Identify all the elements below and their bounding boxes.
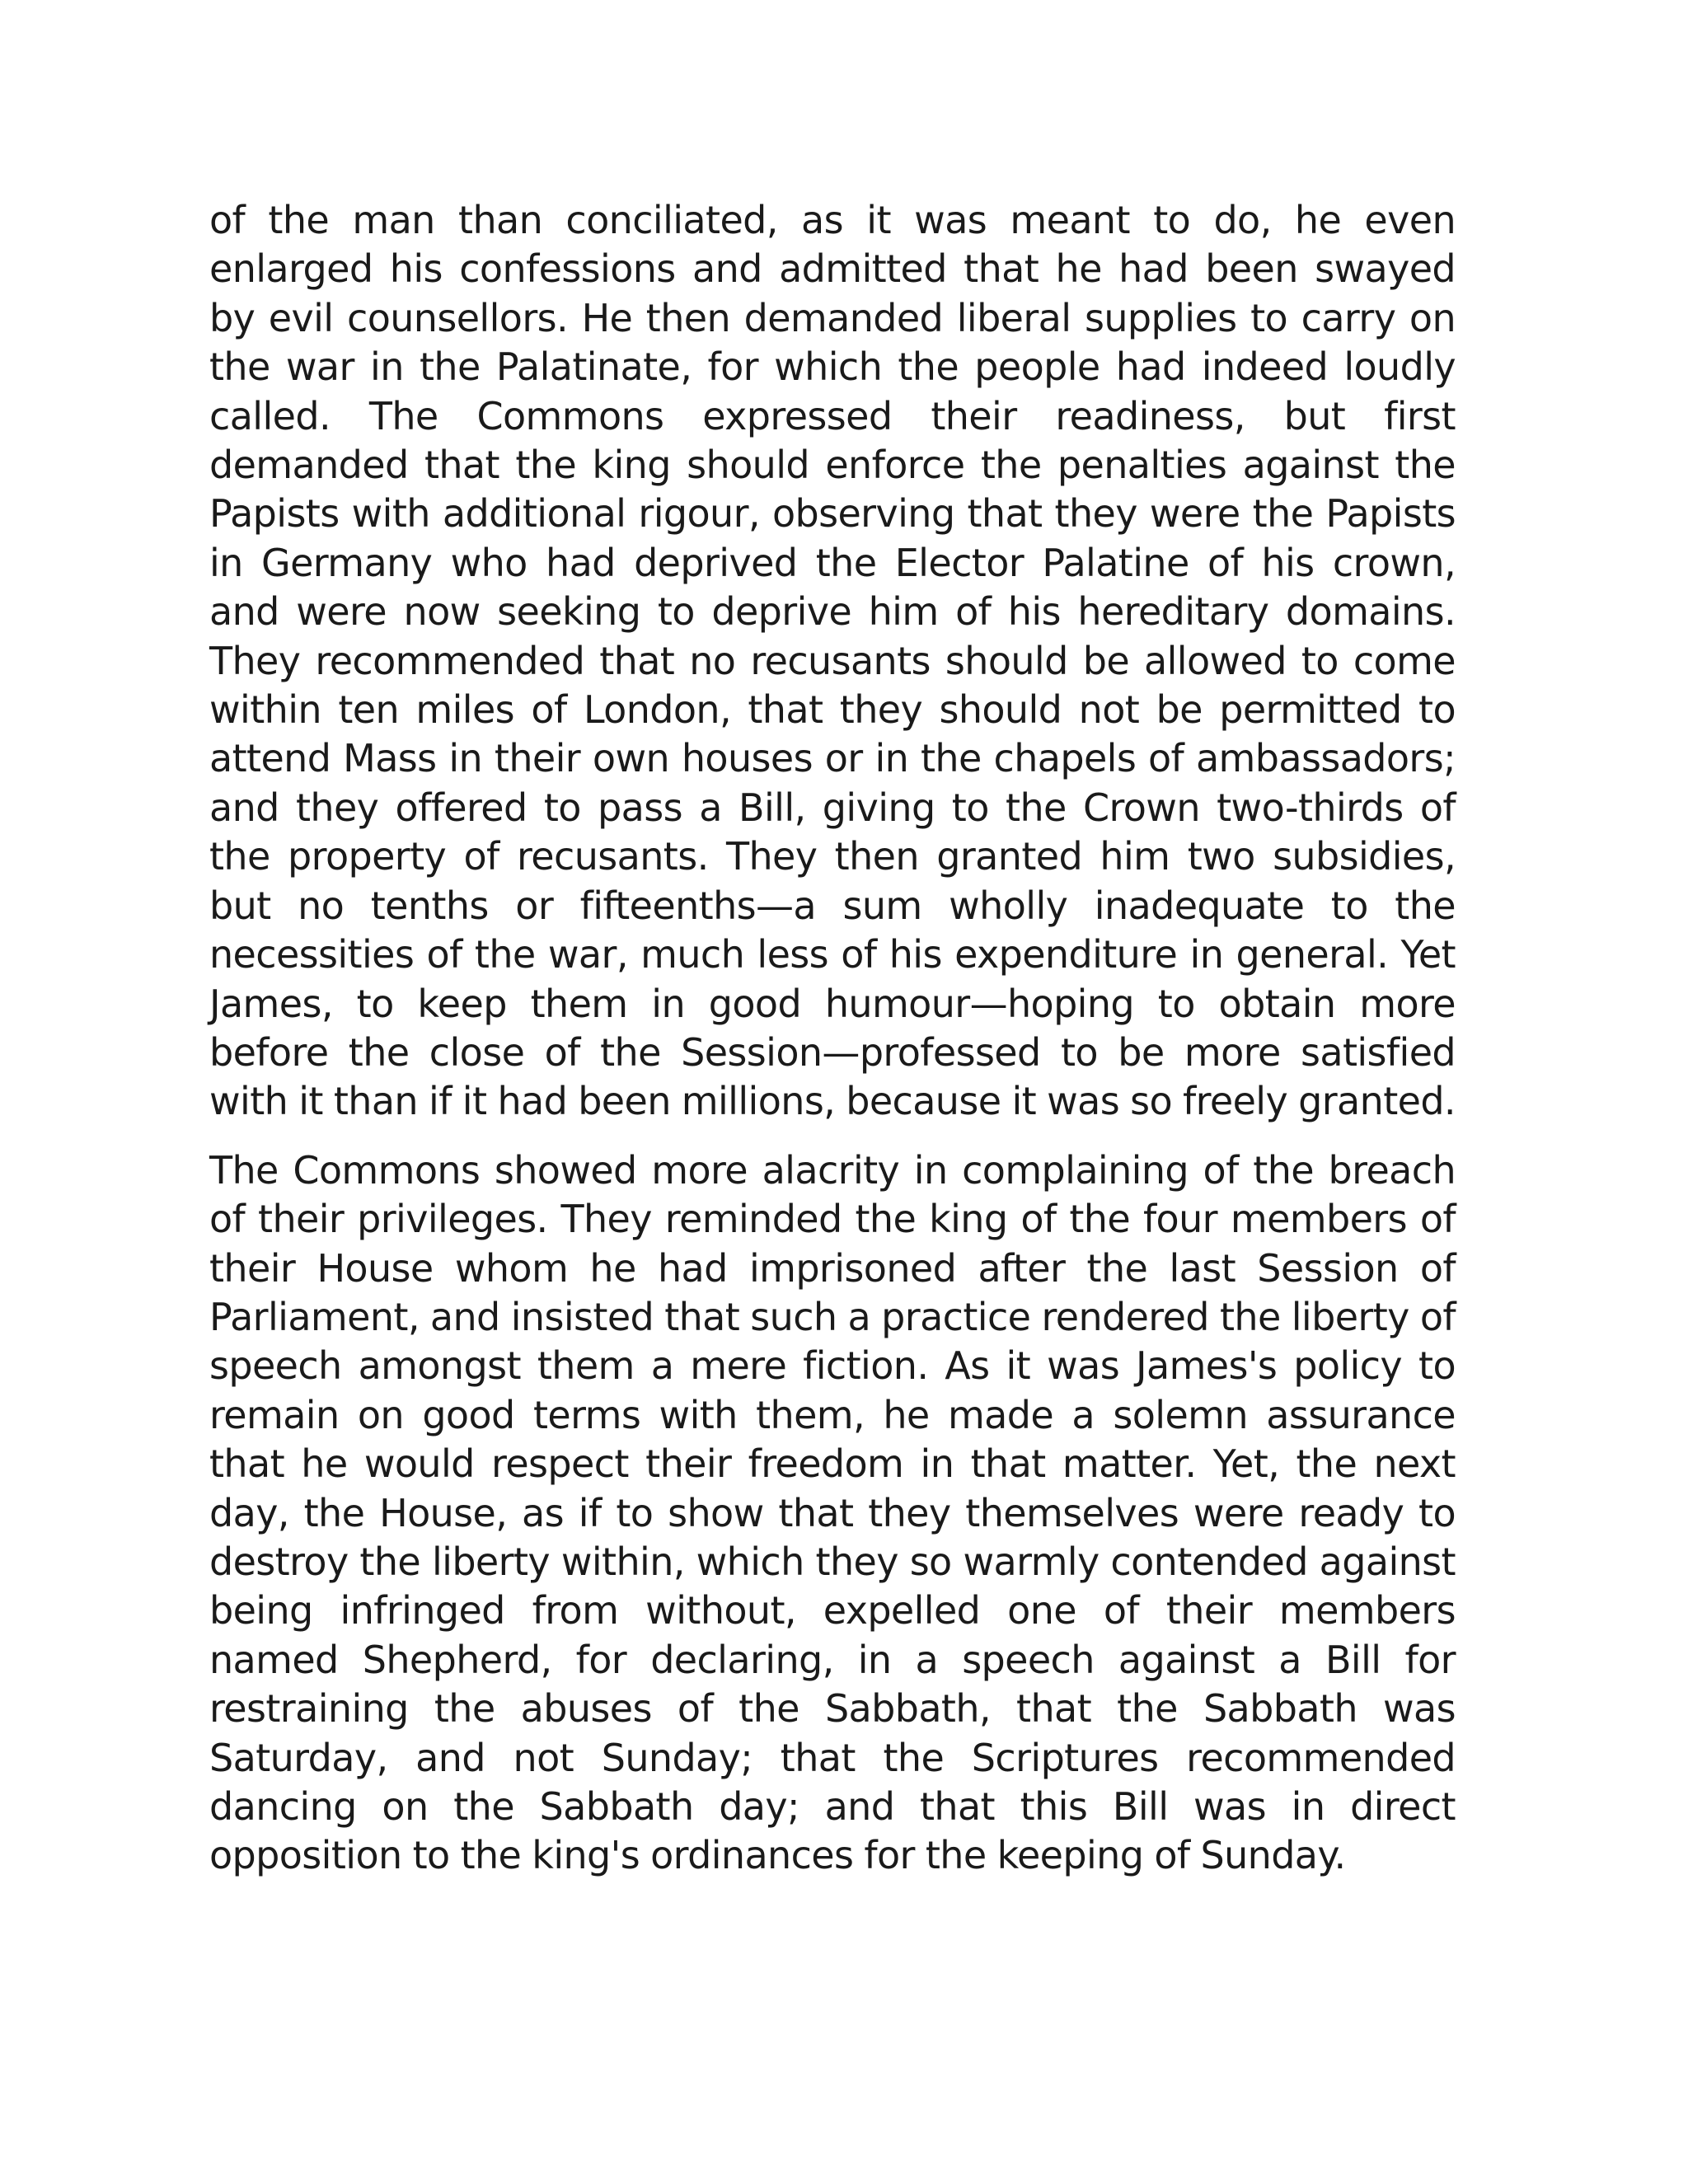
paragraph-1: of the man than conciliated, as it was meant to do, he even enlarged his confessions and admitted that he had been swayed by evil counsellors. He then demanded liberal supplies to carry on the war in the Palatinate, for which the people had indeed loudly called. The Commons expressed their readiness, but first demanded that the king should enforce the penalties against the Papists with additional rigour, observing that they were the Papists in Germany who had deprived the Elector Palatine of his crown, and were now seeking to deprive him of his hereditary domains. They recommended that no recusants should be allowed to come within ten miles of London, that they should not be permitted to attend Mass in their own houses or in the chapels of ambassadors; and they offered to pass a Bill, giving to the Crown two-thirds of the property of recusants. They then granted him two subsidies, but no tenths or fifteenths—a sum wholly inadequate to the necessities of the war, much less of his expenditure in general. Yet James, to keep them in good humour—hoping to obtain more before the close of the Session—professed to be more satisfied with it than if it had been millions, because it was so freely granted. xyxy=(209,198,1456,1124)
body-text xyxy=(209,196,1456,1881)
paragraph-2: The Commons showed more alacrity in complaining of the breach of their privileges. They reminded the king of the four members of their House whom he had imprisoned after the last Session of Parliament, and insisted that such a practice rendered the liberty of speech amongst them a mere fiction. As it was James's policy to remain on good terms with them, he made a solemn assurance that he would respect their freedom in that matter. Yet, the next day, the House, as if to show that they themselves were ready to destroy the liberty within, which they so warmly contended against being infringed from without, expelled one of their members named Shepherd, for declaring, in a speech against a Bill for restraining the abuses of the Sabbath, that the Sabbath was Saturday, and not Sunday; that the Scriptures recommended dancing on the Sabbath day; and that this Bill was in direct opposition to the king's ordinances for the keeping of Sunday. xyxy=(209,1147,1456,1878)
